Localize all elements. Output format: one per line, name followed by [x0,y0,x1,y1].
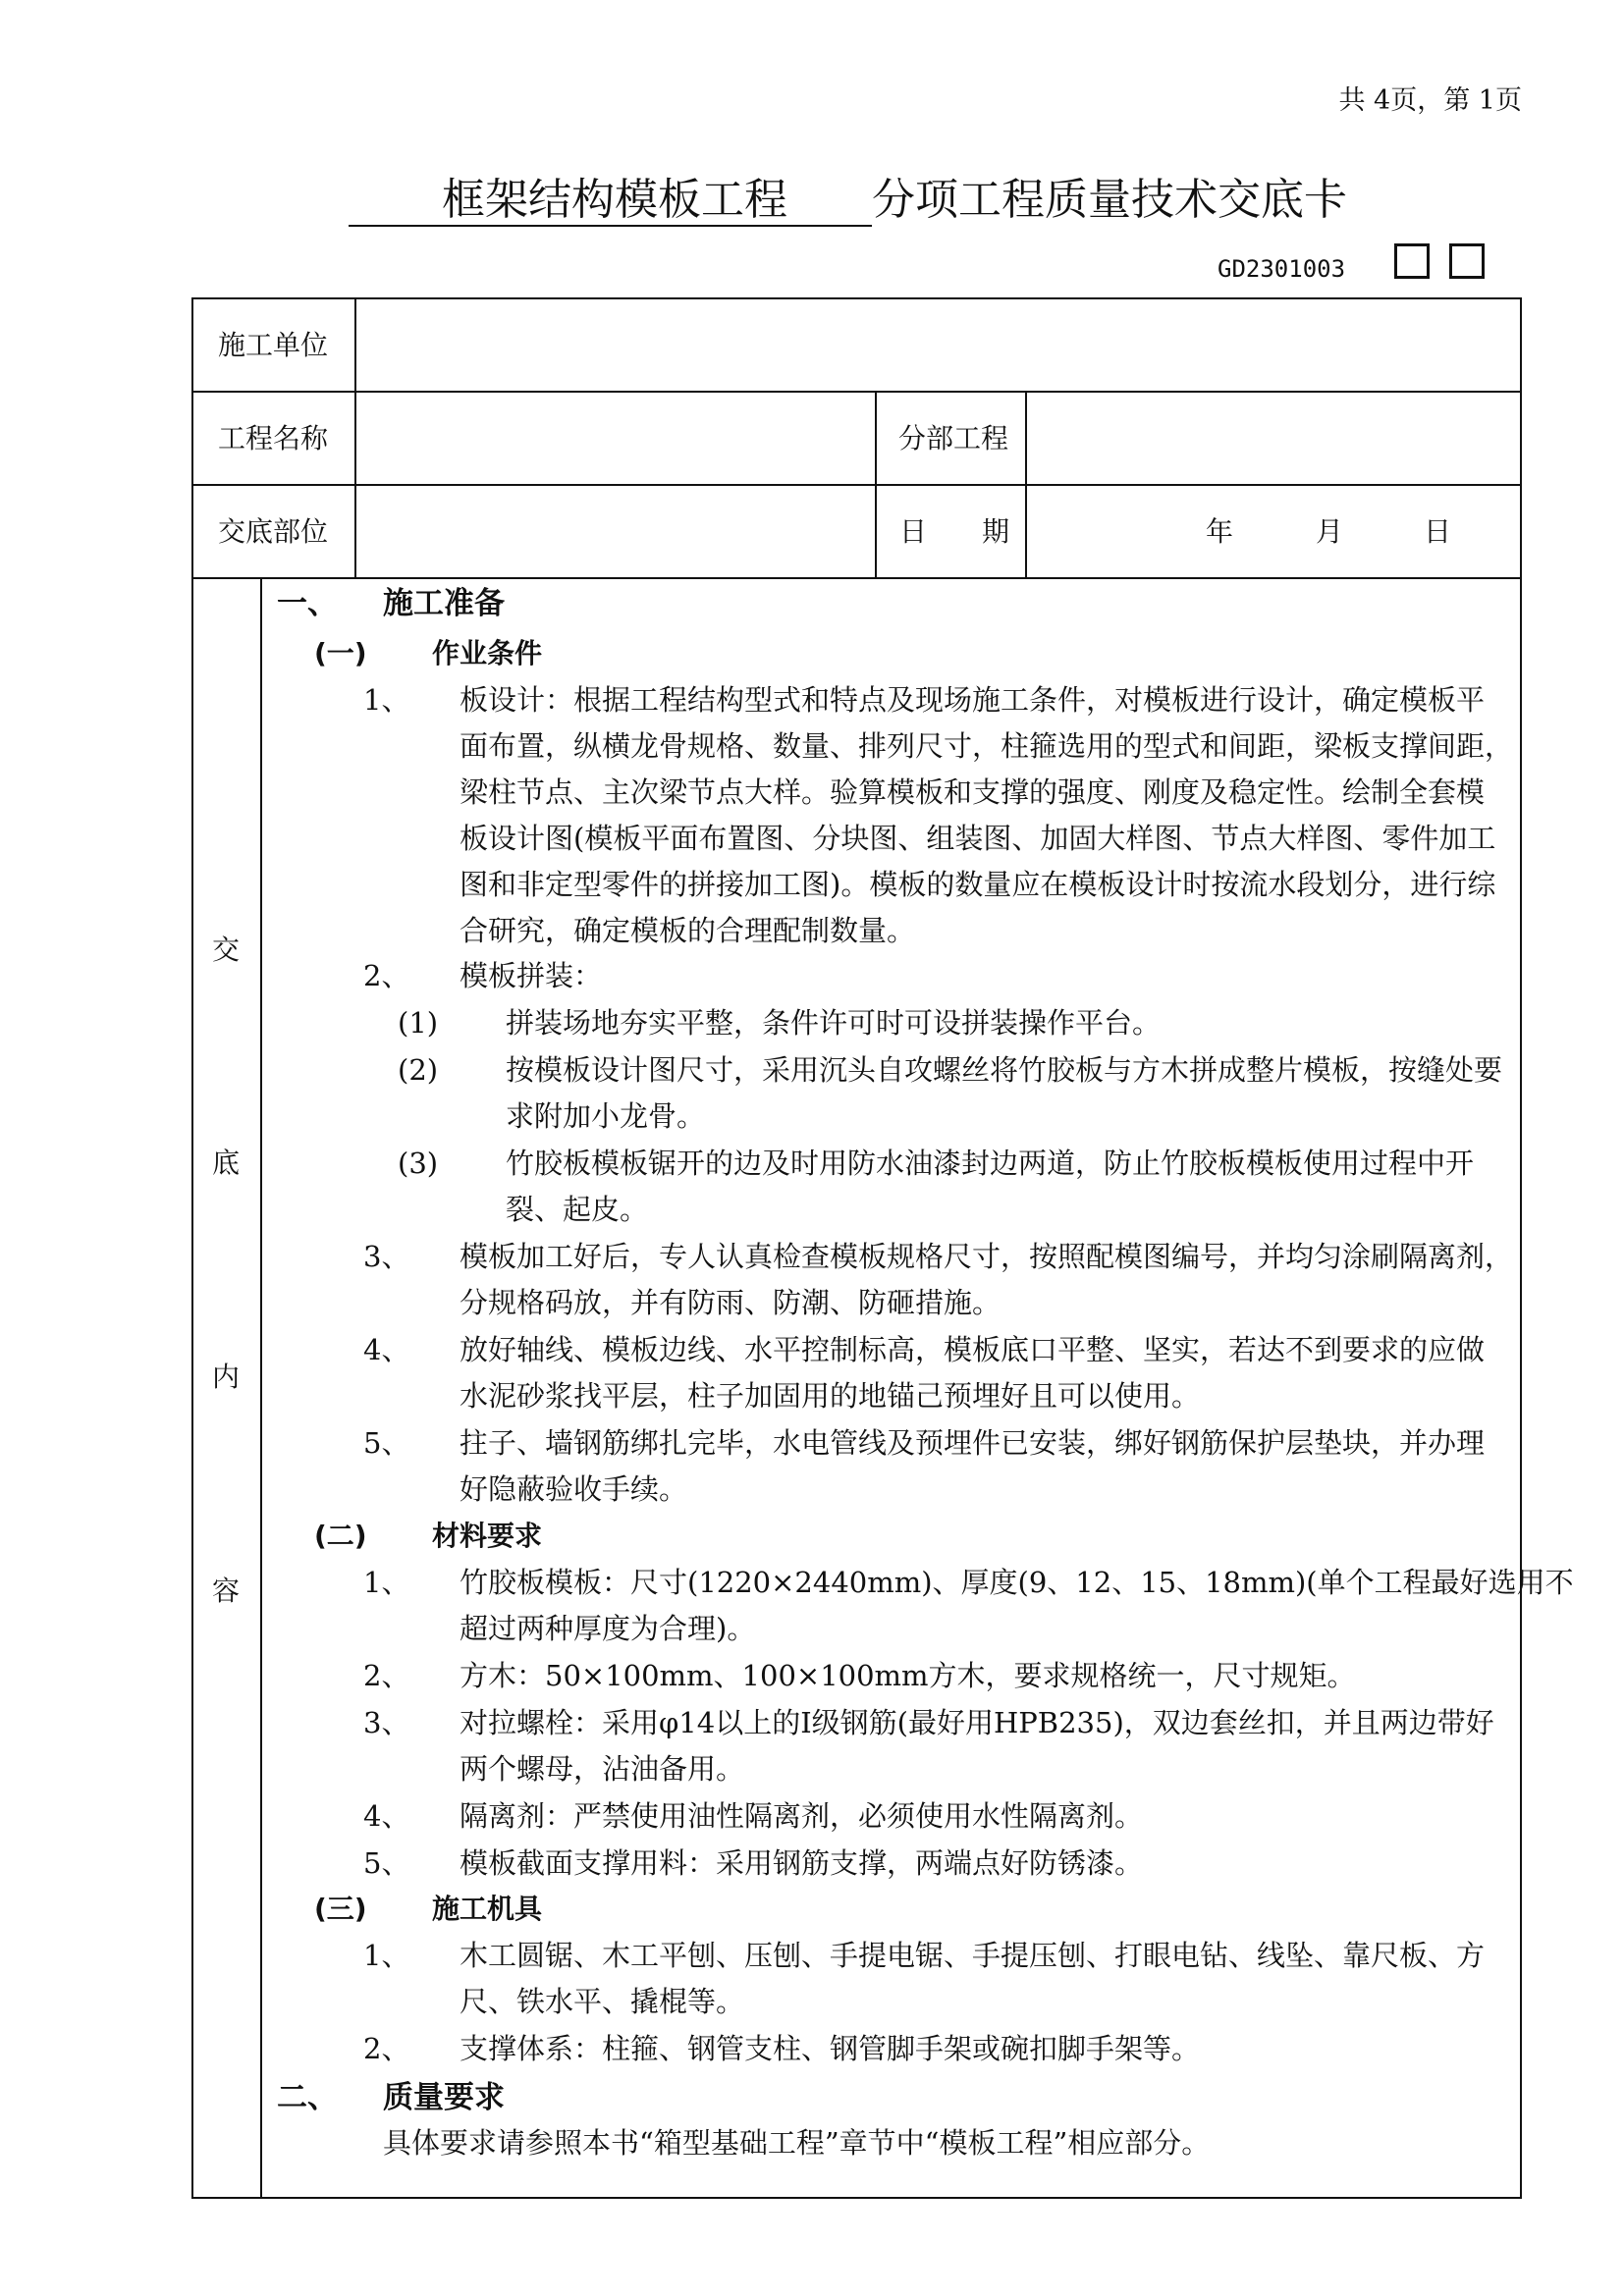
item-number: 4、 [363,1799,410,1833]
disclosure-position-label: 交底部位 [218,515,329,548]
item-text-line: 分规格码放，并有防雨、防潮、防砸措施。 [460,1286,1001,1319]
date-label-char-1: 日 [899,515,928,548]
title-suffix: 分项工程质量技术交底卡 [872,175,1347,225]
subsection-title: 施工机具 [432,1893,543,1925]
subitem-text-line: 求附加小龙骨。 [506,1099,706,1133]
item-number: 3、 [363,1706,410,1739]
item-text-line: 板设计：根据工程结构型式和特点及现场施工条件，对模板进行设计，确定模板平 [460,683,1486,717]
item-text-line: 竹胶板模板：尺寸(1220×2440mm)、厚度(9、12、15、18mm)(单个工程最好选用不 [460,1566,1574,1599]
item-text-line: 放好轴线、模板边线、水平控制标高，模板底口平整、坚实，若达不到要求的应做 [460,1333,1486,1366]
subitem-text-line: 裂、起皮。 [506,1193,649,1226]
subsection-number: (三) [314,1893,367,1925]
title-project-type: 框架结构模板工程 [349,176,872,227]
item-text-line: 方木：50×100mm、100×100mm方木，要求规格统一，尺寸规矩。 [460,1659,1356,1692]
item-number: 2、 [363,1659,410,1692]
project-name-label: 工程名称 [218,422,329,454]
item-text-line: 好隐蔽验收手续。 [460,1472,688,1506]
date-month: 月 [1316,515,1344,548]
row-divider [191,484,1522,486]
quality-requirement-text: 具体要求请参照本书“箱型基础工程”章节中“模板工程”相应部分。 [383,2126,1211,2160]
item-number: 1、 [363,683,410,717]
side-label-char: 内 [211,1361,240,1393]
item-text-line: 两个螺母，沾油备用。 [460,1752,745,1786]
item-text-line: 拄子、墙钢筋绑扎完毕，水电管线及预埋件已安装，绑好钢筋保护层垫块，并办理 [460,1426,1486,1460]
subitem-number: (1) [398,1006,439,1040]
item-text-line: 面布置，纵横龙骨规格、数量、排列尺寸，柱箍选用的型式和间距，梁板支撑间距， [460,729,1514,763]
document-code: GD2301003 [1218,255,1346,283]
section-2-number: 二、 [277,2080,338,2115]
item-number: 2、 [363,2032,410,2065]
subsection-number: (二) [314,1520,367,1552]
item-number: 4、 [363,1333,410,1366]
item-text-line: 尺、铁水平、撬棍等。 [460,1985,745,2018]
item-text-line: 模板截面支撑用料：采用钢筋支撑，两端点好防锈漆。 [460,1846,1144,1880]
item-number: 5、 [363,1426,410,1460]
item-number: 1、 [363,1939,410,1972]
date-label-char-2: 期 [982,515,1010,548]
item-text-line: 木工圆锯、木工平刨、压刨、手提电锯、手提压刨、打眼电钻、线坠、靠尺板、方 [460,1939,1486,1972]
item-text-line: 模板加工好后，专人认真检查模板规格尺寸，按照配模图编号，并均匀涂刷隔离剂， [460,1240,1514,1273]
date-year: 年 [1206,515,1234,548]
section-2-title: 质量要求 [383,2080,505,2115]
section-1-title: 施工准备 [383,586,505,621]
subitem-text-line: 按模板设计图尺寸，采用沉头自攻螺丝将竹胶板与方木拼成整片模板，按缝处要 [506,1053,1503,1087]
subitem-text-line: 竹胶板模板锯开的边及时用防水油漆封边两道，防止竹胶板模板使用过程中开 [506,1147,1475,1180]
division-label: 分部工程 [898,422,1009,454]
item-text-line: 支撑体系：柱箍、钢管支柱、钢管脚手架或碗扣脚手架等。 [460,2032,1201,2065]
subitem-number: (3) [398,1147,439,1180]
item-text-line: 模板拼装： [460,959,603,992]
subsection-title: 材料要求 [432,1520,543,1552]
side-label-char: 底 [211,1147,240,1179]
item-number: 1、 [363,1566,410,1599]
item-text-line: 超过两种厚度为合理)。 [460,1612,756,1645]
item-number: 3、 [363,1240,410,1273]
col-divider [875,391,877,579]
row-divider [191,391,1522,393]
item-text-line: 水泥砂浆找平层，柱子加固用的地锚己预埋好且可以使用。 [460,1379,1201,1413]
item-number: 5、 [363,1846,410,1880]
col-divider [354,297,356,579]
row-divider [191,577,1522,579]
subitem-text-line: 拼装场地夯实平整，条件许可时可设拼装操作平台。 [506,1006,1162,1040]
item-text-line: 梁柱节点、主次梁节点大样。验算模板和支撑的强度、刚度及稳定性。绘制全套模 [460,775,1486,809]
checkbox-2[interactable] [1449,243,1485,279]
section-1-number: 一、 [277,586,338,621]
item-text-line: 板设计图(模板平面布置图、分块图、组装图、加固大样图、节点大样图、零件加工 [460,822,1496,855]
subsection-title: 作业条件 [432,637,543,669]
item-text-line: 对拉螺栓：采用φ14以上的Ⅰ级钢筋(最好用HPB235)，双边套丝扣，并且两边带好 [460,1706,1494,1739]
checkbox-1[interactable] [1394,243,1430,279]
item-number: 2、 [363,959,410,992]
side-label-char: 容 [211,1575,240,1607]
item-text-line: 图和非定型零件的拼接加工图)。模板的数量应在模板设计时按流水段划分，进行综 [460,868,1496,901]
construction-unit-label: 施工单位 [218,329,329,361]
subitem-number: (2) [398,1053,439,1087]
col-divider [1025,391,1027,579]
date-day: 日 [1424,515,1452,548]
item-text-line: 合研究，确定模板的合理配制数量。 [460,914,916,947]
page-title [349,175,1347,234]
page-count: 共 4页，第 1页 [1338,85,1522,116]
col-divider [260,577,262,2199]
subsection-number: (一) [314,637,367,669]
item-text-line: 隔离剂：严禁使用油性隔离剂，必须使用水性隔离剂。 [460,1799,1144,1833]
side-label-char: 交 [211,934,240,966]
